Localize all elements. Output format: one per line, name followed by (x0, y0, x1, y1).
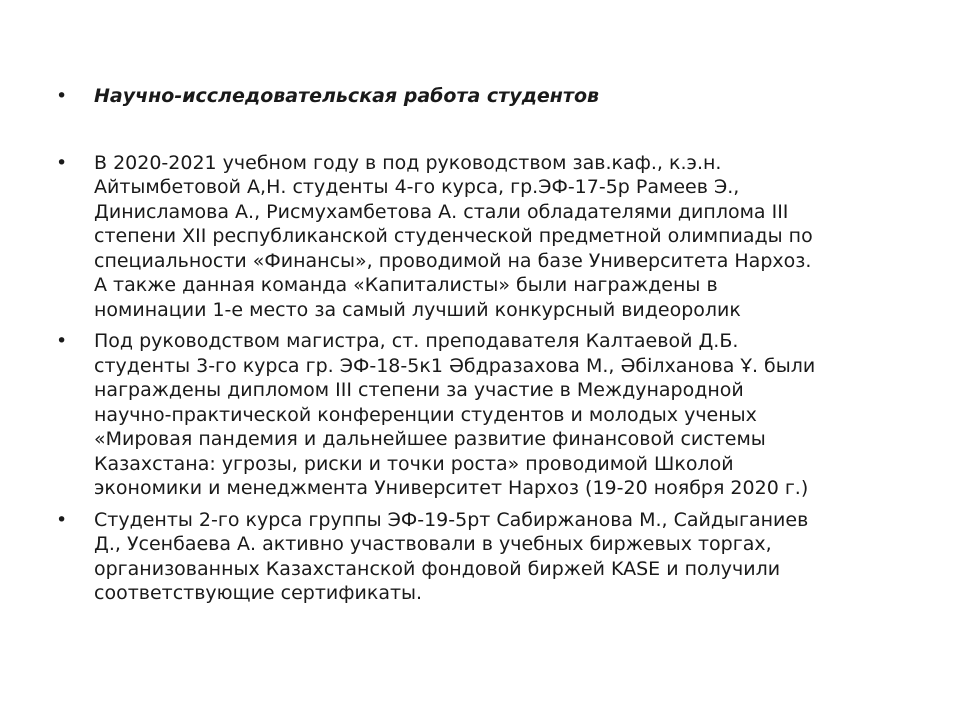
paragraph-text (94, 329, 916, 501)
paragraph-line: номинации 1-е место за самый лучший конкурсный видеоролик (94, 298, 741, 321)
paragraph-line: В 2020-2021 учебном году в под руководством зав.каф., к.э.н. (94, 151, 722, 174)
paragraph-line: Под руководством магистра, ст. преподавателя Калтаевой Д.Б. (94, 330, 739, 352)
paragraph-line: студенты 3-го курса гр. ЭФ-18-5к1 Әбдразахова М., Әбілханова Ұ. были (94, 354, 816, 377)
paragraph-line: Динисламова А., Рисмухамбетова А. стали обладателями диплома III (94, 200, 789, 223)
paragraph-line: Айтымбетовой А,Н. студенты 4-го курса, гр.ЭФ-17-5р Рамеев Э., (94, 176, 740, 198)
slide-heading: Научно-исследовательская работа студентов (94, 85, 600, 107)
paragraph-line: специальности «Финансы», проводимой на базе Университета Нархоз. (94, 249, 812, 272)
paragraph-line: Студенты 2-го курса группы ЭФ-19-5рт Сабиржанова М., Сайдыганиев (94, 508, 809, 531)
paragraph-line: Казахстана: угрозы, риски и точки роста» проводимой Школой (94, 452, 734, 475)
paragraph-line: научно-практической конференции студентов и молодых ученых (94, 403, 757, 426)
paragraph-line: экономики и менеджмента Университет Нархоз (19-20 ноября 2020 г.) (94, 477, 809, 499)
paragraph-line: награждены дипломом III степени за участие в Международной (94, 379, 744, 401)
bullet-dot-icon: • (56, 151, 68, 174)
paragraph-line: «Мировая пандемия и дальнейшее развитие финансовой системы (94, 428, 766, 450)
bullet-dot-icon: • (56, 85, 68, 107)
bullet-dot-icon: • (56, 508, 68, 531)
bullet-paragraph-3 (56, 508, 916, 606)
bullet-heading (56, 84, 916, 109)
bullet-paragraph-1 (56, 151, 916, 323)
paragraph-text (94, 508, 916, 606)
paragraph-text (94, 151, 916, 323)
paragraph-line: А также данная команда «Капиталисты» были награждены в (94, 274, 718, 296)
paragraph-line: организованных Казахстанской фондовой биржей KASE и получили (94, 557, 781, 580)
bullet-paragraph-2 (56, 329, 916, 501)
paragraph-line: соответствующие сертификаты. (94, 582, 423, 604)
bullet-list (56, 84, 916, 613)
paragraph-line: Д., Усенбаева А. активно участвовали в учебных биржевых торгах, (94, 533, 772, 555)
bullet-dot-icon: • (56, 330, 68, 352)
paragraph-line: степени XII республиканской студенческой предметной олимпиады по (94, 225, 813, 247)
